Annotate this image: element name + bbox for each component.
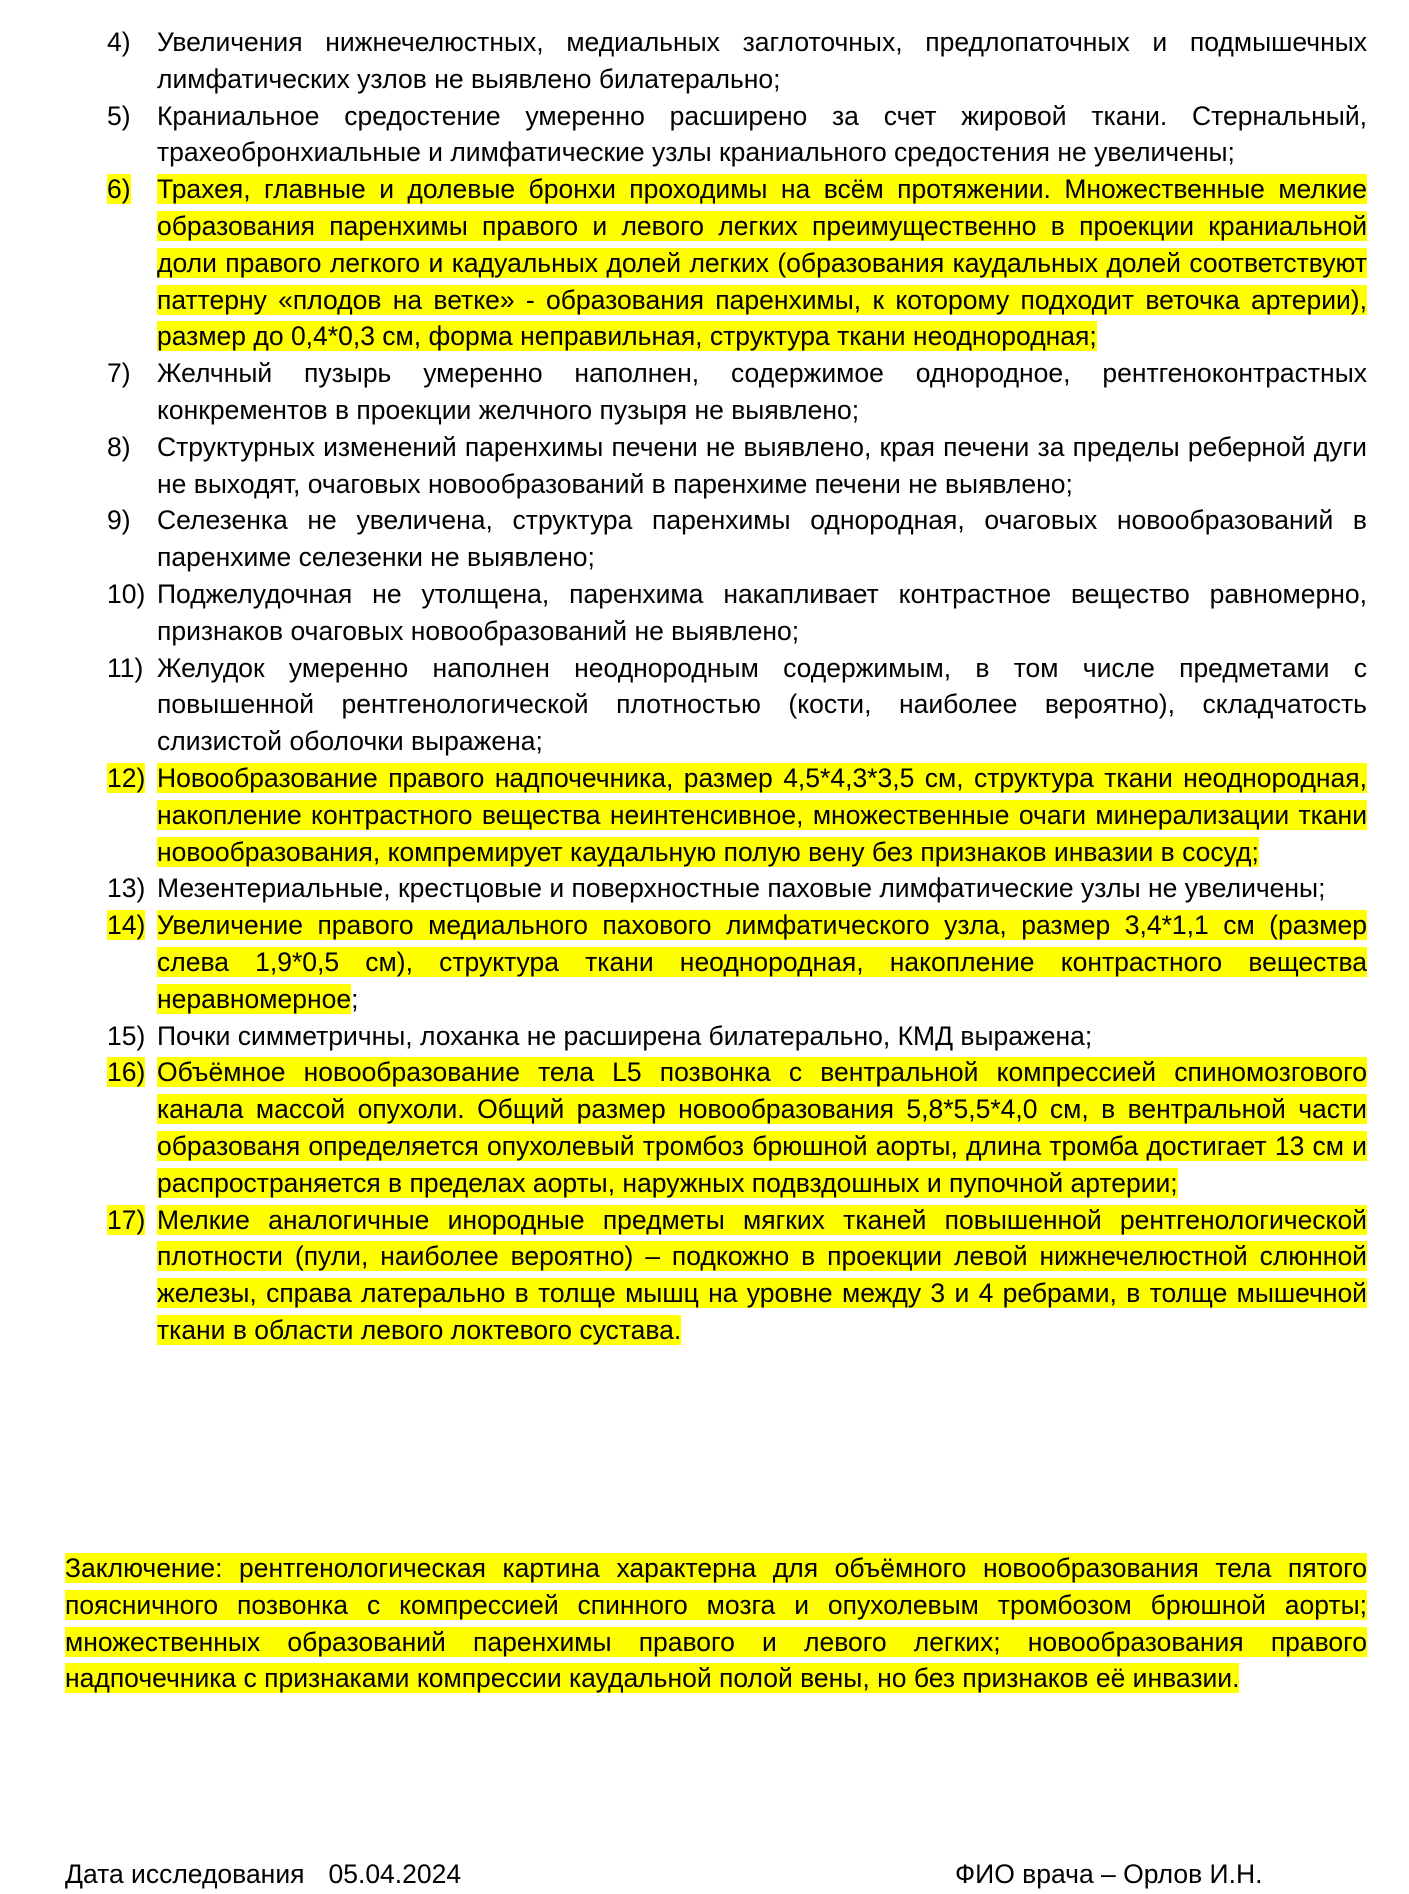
finding-text <box>157 1202 1367 1349</box>
finding-number-label: 4) <box>107 27 131 57</box>
finding-number-label: 16) <box>107 1057 146 1088</box>
conclusion-text: Заключение: рентгенологическая картина характерна для объёмного новообразования тела пятого поясничного позвонка с компрессией спинного мозга и опухолевым тромбозом брюшной аорты; множественных образований паренхимы правого и левого легких; новообразования правого надпочечника с признаками компрессии каудальной полой вены, но без признаков её инвазии. <box>65 1553 1367 1694</box>
finding-number-label: 12) <box>107 762 146 793</box>
findings-list <box>107 24 1367 1349</box>
finding-text-content: Желудок умеренно наполнен неоднородным содержимым, в том числе предметами с повышенной рентгенологической плотностью (кости, наиболее вероятно), складчатость слизистой оболочки выражена; <box>157 652 1367 757</box>
finding-item <box>107 98 1367 172</box>
finding-number-label: 8) <box>107 431 131 462</box>
finding-text-content: Трахея, главные и долевые бронхи проходимы на всём протяжении. Множественные мелкие образования паренхимы правого и левого легких преимущественно в проекции краниальной доли правого легкого и кадуальных долей легких (образования каудальных долей соответствуют паттерну «плодов на ветке» - образования паренхимы, к которому подходит веточка артерии), размер до 0,4*0,3 см, форма неправильная, структура ткани неоднородная; <box>157 174 1367 352</box>
finding-number-label: 14) <box>107 910 146 941</box>
finding-text-content: Новообразование правого надпочечника, размер 4,5*4,3*3,5 см, структура ткани неоднородная, накопление контрастного вещества неинтенсивное, множественные очаги минерализации ткани новообразования, компремирует каудальную полую вену без признаков инвазии в сосуд; <box>157 762 1367 867</box>
finding-number <box>107 98 157 172</box>
finding-number-label: 6) <box>107 174 131 205</box>
finding-text <box>157 760 1367 870</box>
finding-text <box>157 98 1367 172</box>
finding-text <box>157 502 1367 576</box>
finding-number-label: 15) <box>107 1020 146 1051</box>
finding-number <box>107 171 157 355</box>
finding-text <box>157 355 1367 429</box>
finding-text-content: Мелкие аналогичные инородные предметы мягких тканей повышенной рентгенологической плотности (пули, наиболее вероятно) – подкожно в проекции левой нижнечелюстной слюнной железы, справа латерально в толще мышц на уровне между 3 и 4 ребрами, в толще мышечной ткани в области левого локтевого сустава. <box>157 1204 1367 1345</box>
finding-item <box>107 502 1367 576</box>
finding-text <box>157 1018 1367 1055</box>
finding-text-content: Увеличения нижнечелюстных, медиальных заглоточных, предлопаточных и подмышечных лимфатических узлов не выявлено билатерально; <box>157 27 1367 94</box>
finding-number-label: 7) <box>107 358 131 389</box>
finding-number <box>107 1202 157 1349</box>
finding-text <box>157 171 1367 355</box>
finding-number <box>107 24 157 98</box>
finding-number-label: 9) <box>107 505 131 536</box>
finding-item <box>107 576 1367 650</box>
finding-text <box>157 24 1367 98</box>
finding-item <box>107 1054 1367 1201</box>
finding-number <box>107 870 157 907</box>
finding-item <box>107 760 1367 870</box>
study-date-label: Дата исследования <box>65 1859 305 1889</box>
finding-text <box>157 650 1367 760</box>
finding-item <box>107 1018 1367 1055</box>
finding-number <box>107 355 157 429</box>
study-date <box>65 1858 461 1890</box>
finding-item <box>107 907 1367 1017</box>
finding-text-content: Структурных изменений паренхимы печени не выявлено, края печени за пределы реберной дуги не выходят, очаговых новообразований в паренхиме печени не выявлено; <box>157 431 1367 499</box>
finding-item <box>107 355 1367 429</box>
finding-number <box>107 1054 157 1201</box>
finding-number <box>107 429 157 503</box>
finding-number-label: 17) <box>107 1204 146 1235</box>
finding-item <box>107 24 1367 98</box>
finding-number-label: 11) <box>107 652 144 683</box>
finding-text-content: Желчный пузырь умеренно наполнен, содержимое однородное, рентгеноконтрастных конкрементов в проекции желчного пузыря не выявлено; <box>157 358 1367 425</box>
finding-item <box>107 171 1367 355</box>
finding-text <box>157 429 1367 503</box>
doctor-name: ФИО врача – Орлов И.Н. <box>955 1859 1263 1889</box>
study-date-value: 05.04.2024 <box>328 1859 462 1889</box>
finding-text-content: Почки симметричны, лоханка не расширена билатерально, КМД выражена; <box>157 1020 1093 1051</box>
finding-text-content: Краниальное средостение умеренно расширено за счет жировой ткани. Стернальный, трахеобронхиальные и лимфатические узлы краниального средостения не увеличены; <box>157 100 1367 168</box>
finding-text-content: Увеличение правого медиального пахового лимфатического узла, размер 3,4*1,1 см (размер слева 1,9*0,5 см), структура ткани неоднородная, накопление контрастного вещества неравномерное <box>157 910 1367 1014</box>
finding-text-content: Мезентериальные, крестцовые и поверхностные паховые лимфатические узлы не увеличены; <box>157 873 1326 904</box>
conclusion-paragraph <box>65 1550 1367 1697</box>
finding-number <box>107 502 157 576</box>
finding-text-content: Селезенка не увеличена, структура паренхимы однородная, очаговых новообразований в паренхиме селезенки не выявлено; <box>157 505 1367 573</box>
finding-text <box>157 576 1367 650</box>
finding-item <box>107 429 1367 503</box>
finding-number <box>107 1018 157 1055</box>
finding-text-tail: ; <box>351 983 359 1014</box>
finding-number <box>107 576 157 650</box>
finding-number <box>107 760 157 870</box>
finding-number-label: 10) <box>107 578 146 609</box>
finding-text <box>157 907 1367 1017</box>
finding-number-label: 13) <box>107 873 146 904</box>
finding-number <box>107 907 157 1017</box>
finding-number-label: 5) <box>107 100 131 131</box>
finding-text-content: Объёмное новообразование тела L5 позвонка с вентральной компрессией спиномозгового канала массой опухоли. Общий размер новообразования 5,8*5,5*4,0 см, в вентральной части образованя определяется опухолевый тромбоз брюшной аорты, длина тромба достигает 13 см и распространяется в пределах аорты, наружных подвздошных и пупочной артерии; <box>157 1057 1367 1198</box>
finding-item <box>107 1202 1367 1349</box>
finding-number <box>107 650 157 760</box>
finding-text <box>157 1054 1367 1201</box>
finding-item <box>107 650 1367 760</box>
finding-item <box>107 870 1367 907</box>
finding-text <box>157 870 1367 907</box>
finding-text-content: Поджелудочная не утолщена, паренхима накапливает контрастное вещество равномерно, признаков очаговых новообразований не выявлено; <box>157 578 1367 646</box>
